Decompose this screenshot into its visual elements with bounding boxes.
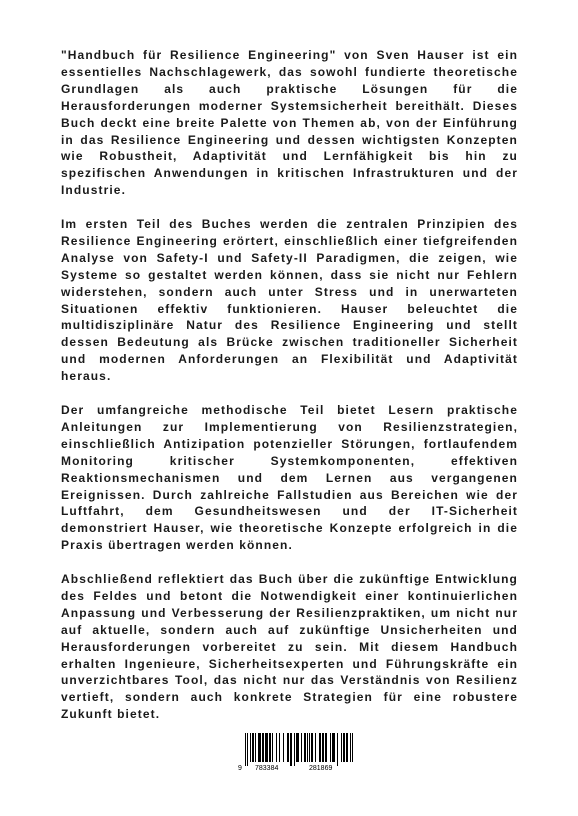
barcode-bar: [287, 733, 288, 762]
barcode-bar: [301, 733, 302, 762]
barcode-bars: [245, 733, 357, 766]
barcode-bar: [272, 733, 273, 762]
barcode-bar: [341, 733, 342, 762]
barcode-bar: [334, 733, 335, 762]
barcode-bar: [252, 733, 253, 762]
barcode-bar: [304, 733, 305, 762]
barcode-bar: [319, 733, 320, 762]
barcode-bar: [253, 733, 254, 762]
barcode-bar: [330, 733, 331, 762]
barcode-bar: [323, 733, 324, 762]
barcode-bar: [343, 733, 344, 762]
barcode-bar: [350, 733, 351, 762]
barcode-bar: [337, 733, 338, 766]
barcode-bar: [294, 733, 295, 766]
barcode-bar: [312, 733, 313, 762]
barcode-bar: [269, 733, 270, 762]
barcode-bar: [260, 733, 261, 762]
barcode-bar: [263, 733, 264, 762]
barcode-bar: [258, 733, 259, 762]
barcode-bar: [276, 733, 277, 762]
barcode-bar: [326, 733, 327, 762]
paragraph-principles: Im ersten Teil des Buches werden die zentralen Prinzipien des Resilience Engineering erörtert, einschließlich einer tiefgreifenden Analyse von Safety-I und Safety-II Paradigmen, die zeigen, wie Systeme so gestaltet werden können, dass sie nicht nur Fehlern widerstehen, sondern auch unter Stress und in unerwarteten Situationen effektiv funktionieren. Hauser beleuchtet die multidisziplinäre Natur des Resilience Engineering und stellt dessen Bedeutung als Brücke zwischen traditioneller Sicherheit und modernen Anforderungen an Flexibilität und Adaptivität heraus.: [61, 217, 518, 384]
barcode-bar: [288, 733, 289, 762]
barcode-bar: [245, 733, 246, 766]
barcode-bar: [247, 733, 248, 766]
barcode-bar: [255, 733, 256, 762]
barcode-bar: [346, 733, 347, 762]
isbn-barcode: [237, 733, 357, 773]
paragraph-methods: Der umfangreiche methodische Teil bietet Lesern praktische Anleitungen zur Implementierung von Resilienzstrategien, einschließlich Antizipation potenzieller Störungen, fortlaufendem Monitoring kritischer Systemkomponenten, effektiven Reaktionsmechanismen und dem Lernen aus vergangenen Ereignissen. Durch zahlreiche Fallstudien aus Bereichen wie der Luftfahrt, dem Gesundheitswesen und der IT-Sicherheit demonstriert Hauser, wie theoretische Konzepte erfolgreich in die Praxis übertragen werden können.: [61, 403, 518, 553]
barcode-bar: [290, 733, 291, 766]
back-cover-text: [61, 47, 518, 740]
barcode-bar: [325, 733, 326, 762]
barcode-lead-digit: 9: [238, 765, 242, 772]
barcode-bar: [283, 733, 284, 762]
barcode-bar: [250, 733, 251, 762]
barcode-bar: [297, 733, 298, 762]
barcode-left-digits: 783384: [255, 765, 279, 772]
barcode-bar: [298, 733, 299, 762]
barcode-bar: [270, 733, 271, 762]
barcode-bar: [352, 733, 353, 762]
barcode-bar: [322, 733, 323, 762]
barcode-bar: [320, 733, 321, 762]
paragraph-conclusion: Abschließend reflektiert das Buch über die zukünftige Entwicklung des Feldes und betont die Notwendigkeit einer kontinuierlichen Anpassung und Verbesserung der Resilienzpraktiken, um nicht nur auf aktuelle, sondern auch auf zukünftige Unsicherheiten und Herausforderungen vorbereitet zu sein. Mit diesem Handbuch erhalten Ingenieure, Sicherheitsexperten und Führungskräfte ein unverzichtbares Tool, das nicht nur das Verständnis von Resilienz vertieft, sondern auch konkrete Strategien für eine robustere Zukunft bietet.: [61, 572, 518, 722]
barcode-bar: [315, 733, 316, 762]
barcode-bar: [305, 733, 306, 762]
barcode-bar: [311, 733, 312, 762]
barcode-bar: [265, 733, 266, 762]
barcode-bar: [267, 733, 268, 762]
barcode-bar: [333, 733, 334, 762]
barcode-graphic: [237, 733, 357, 773]
barcode-bar: [347, 733, 348, 762]
barcode-bar: [332, 733, 333, 762]
barcode-bar: [262, 733, 263, 762]
paragraph-intro: "Handbuch für Resilience Engineering" von Sven Hauser ist ein essentielles Nachschlagewerk, das sowohl fundierte theoretische Grundlagen als auch praktische Lösungen für die Herausforderungen moderner Systemsicherheit bereithält. Dieses Buch deckt eine breite Palette von Themen ab, von der Einführung in das Resilience Engineering und dessen wichtigsten Konzepten wie Robustheit, Adaptivität und Lernfähigkeit bis hin zu spezifischen Anwendungen in kritischen Infrastrukturen und der Industrie.: [61, 48, 518, 198]
barcode-bar: [291, 733, 292, 766]
barcode-bar: [259, 733, 260, 762]
barcode-bar: [307, 733, 308, 762]
barcode-bar: [309, 733, 310, 762]
barcode-bar: [296, 733, 297, 762]
barcode-bar: [344, 733, 345, 762]
barcode-bar: [279, 733, 280, 762]
barcode-bar: [266, 733, 267, 762]
barcode-right-digits: 281869: [309, 765, 333, 772]
